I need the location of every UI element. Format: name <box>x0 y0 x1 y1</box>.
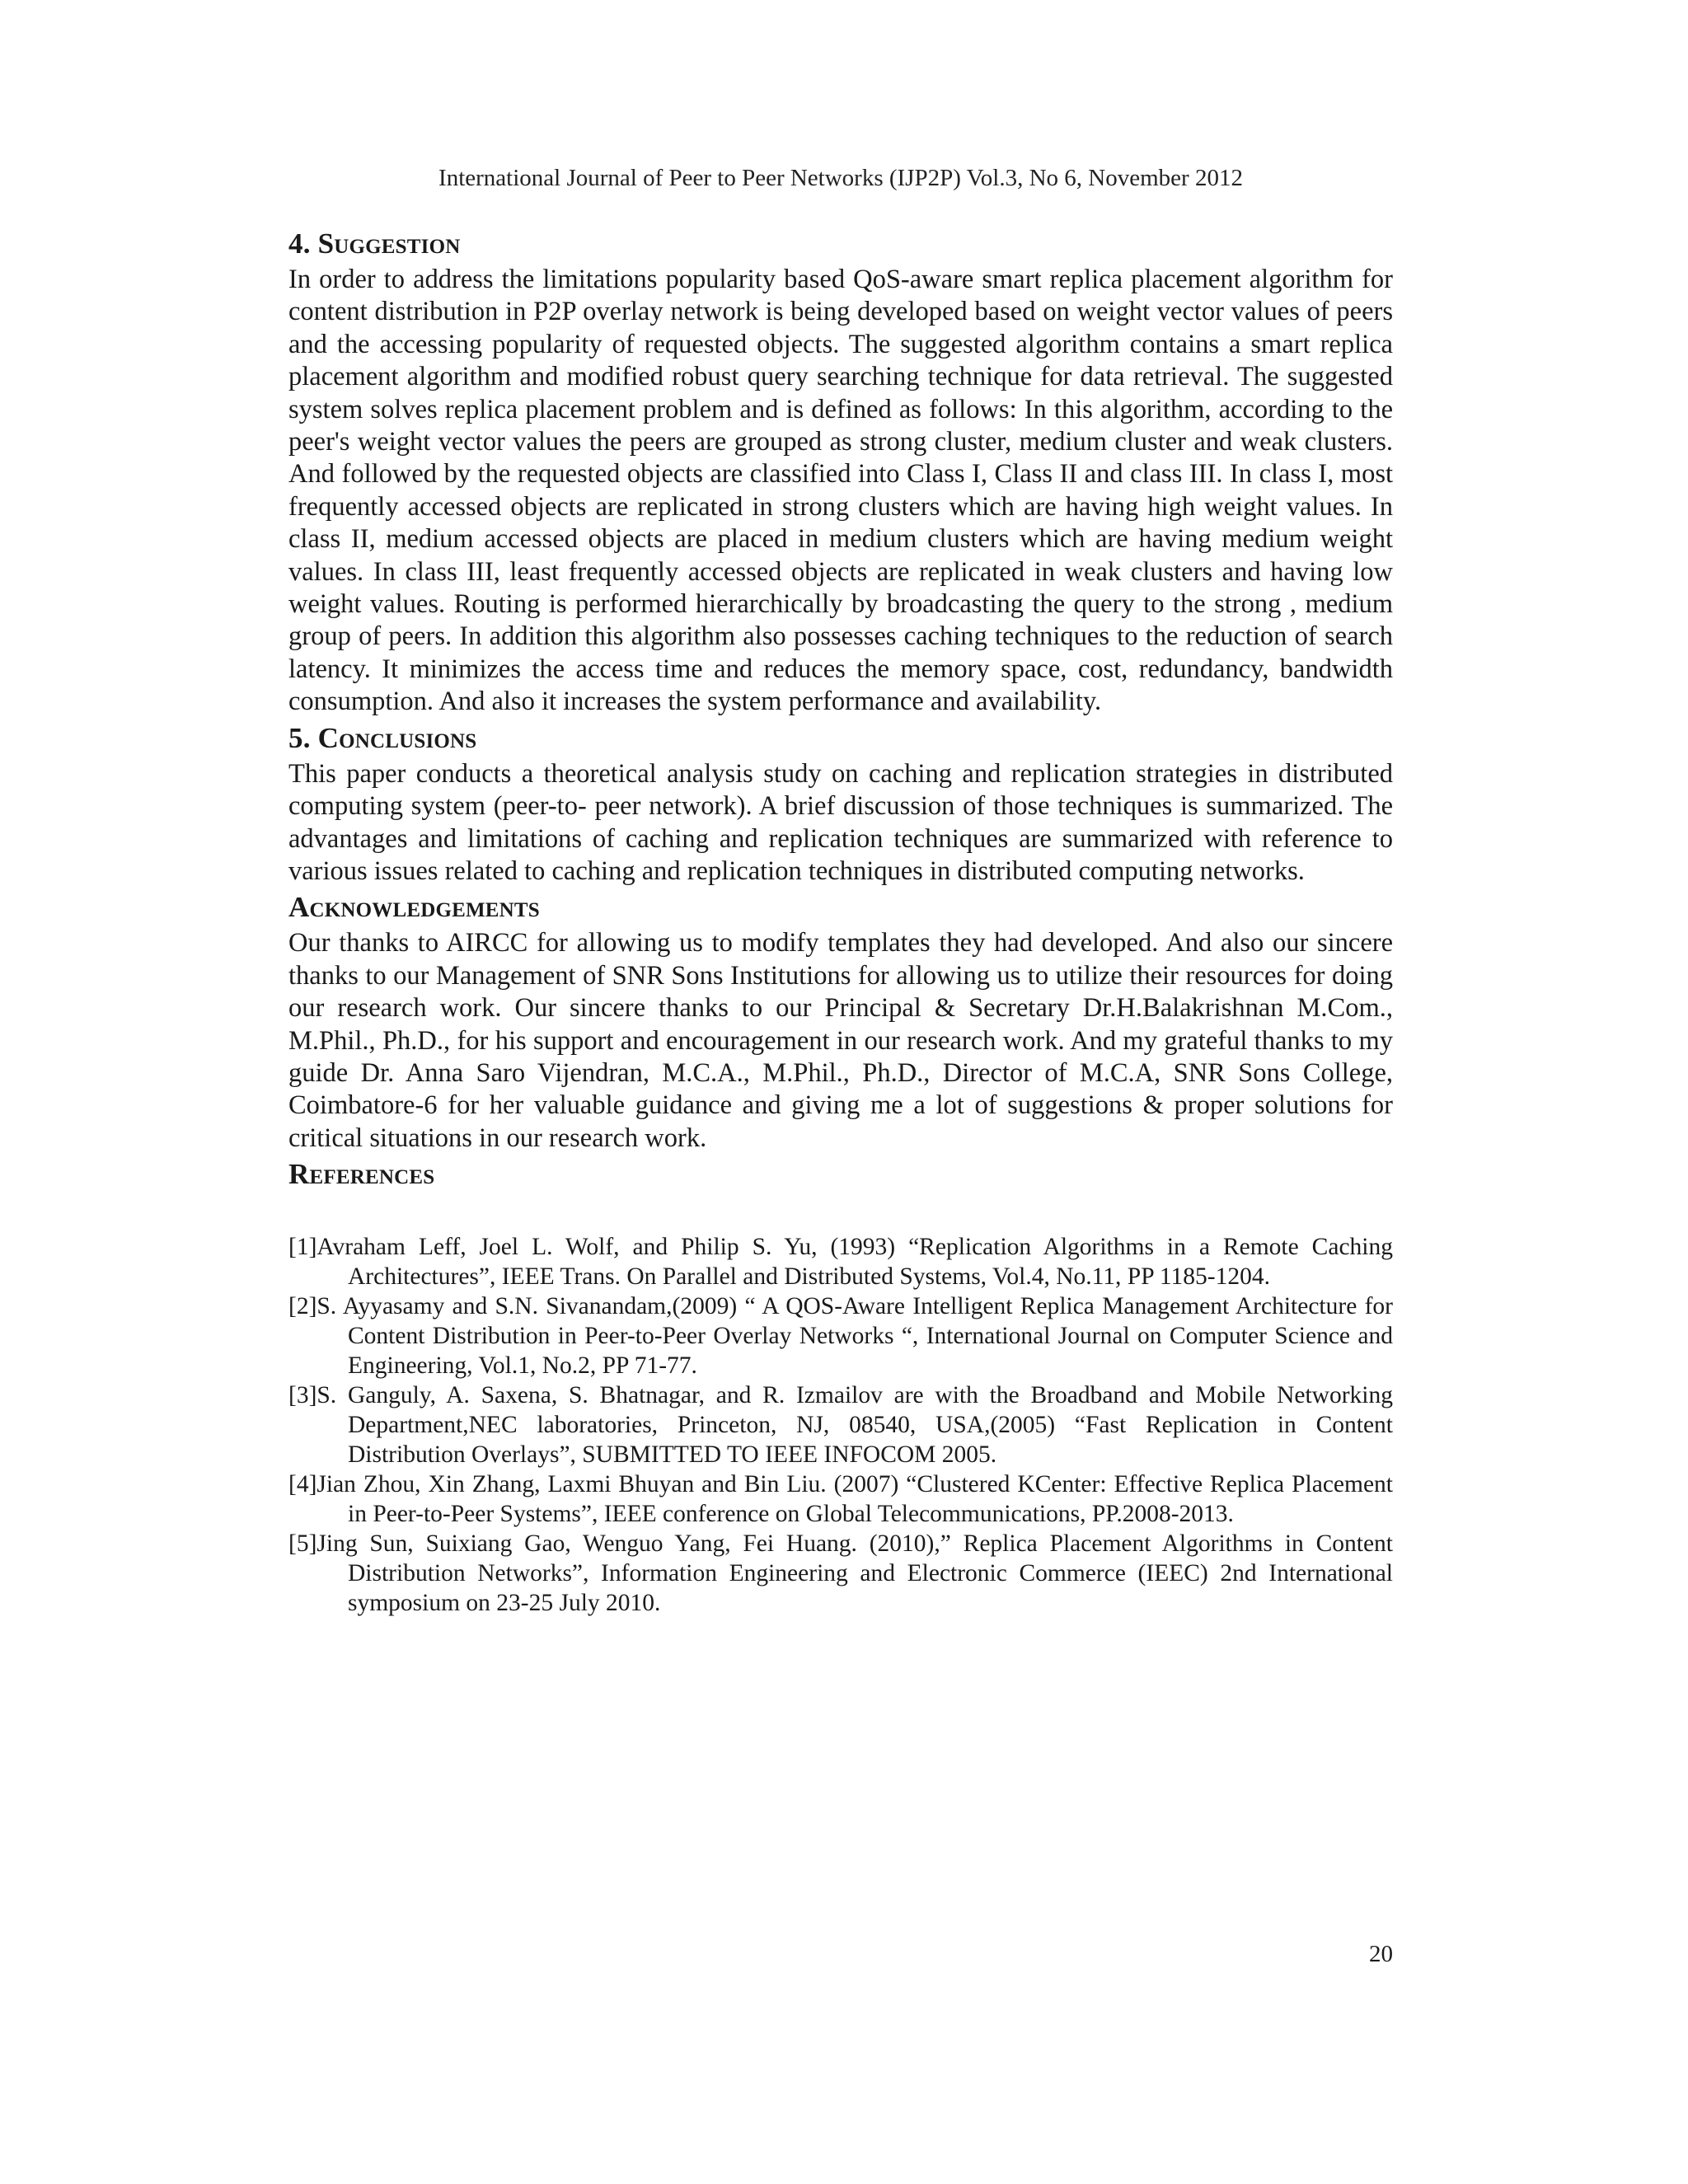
reference-item-1: [1]Avraham Leff, Joel L. Wolf, and Philip S. Yu, (1993) “Replication Algorithms in a Remote Caching Architectures”, IEEE Trans. On Parallel and Distributed Systems, Vol.4, No.11, PP 1185-1204. <box>288 1234 1393 1291</box>
section-heading-conclusions: 5. Conclusions <box>288 721 477 754</box>
section-heading-acknowledgements: Acknowledgements <box>288 891 540 924</box>
acknowledgements-paragraph: Our thanks to AIRCC for allowing us to modify templates they had developed. And also our sincere thanks to our Management of SNR Sons Institutions for allowing us to utilize their resources for doing our research work. Our sincere thanks to our Principal & Secretary Dr.H.Balakrishnan M.Com., M.Phil., Ph.D., for his support and encouragement in our research work. And my grateful thanks to my guide Dr. Anna Saro Vijendran, M.C.A., M.Phil., Ph.D., Director of M.C.A, SNR Sons College, Coimbatore-6 for her valuable guidance and giving me a lot of suggestions & proper solutions for critical situations in our research work. <box>288 928 1393 1153</box>
reference-item-3: [3]S. Ganguly, A. Saxena, S. Bhatnagar, and R. Izmailov are with the Broadband and Mobile Networking Department,NEC laboratories, Princeton, NJ, 08540, USA,(2005) “Fast Replication in Content Distribution Overlays”, SUBMITTED TO IEEE INFOCOM 2005. <box>288 1382 1393 1469</box>
suggestion-paragraph: In order to address the limitations popularity based QoS-aware smart replica placement algorithm for content distribution in P2P overlay network is being developed based on weight vector values of peers and the accessing popularity of requested objects. The suggested algorithm contains a smart replica placement algorithm and modified robust query searching technique for data retrieval. The suggested system solves replica placement problem and is defined as follows: In this algorithm, according to the peer's weight vector values the peers are grouped as strong cluster, medium cluster and weak clusters. And followed by the requested objects are classified into Class I, Class II and class III. In class I, most frequently accessed objects are replicated in strong clusters which are having high weight values. In class II, medium accessed objects are placed in medium clusters which are having medium weight values. In class III, least frequently accessed objects are replicated in weak clusters and having low weight values. Routing is performed hierarchically by broadcasting the query to the strong , medium group of peers. In addition this algorithm also possesses caching techniques to the reduction of search latency. It minimizes the access time and reduces the memory space, cost, redundancy, bandwidth consumption. And also it increases the system performance and availability. <box>288 265 1393 717</box>
running-header: International Journal of Peer to Peer Networks (IJP2P) Vol.3, No 6, November 2012 <box>438 165 1243 191</box>
page-content <box>288 224 1393 1618</box>
reference-item-2: [2]S. Ayyasamy and S.N. Sivanandam,(2009) “ A QOS-Aware Intelligent Replica Management Architecture for Content Distribution in Peer-to-Peer Overlay Networks “, International Journal on Computer Science and Engineering, Vol.1, No.2, PP 71-77. <box>288 1293 1393 1380</box>
section-heading-suggestion: 4. Suggestion <box>288 227 461 260</box>
page-number: 20 <box>1369 1941 1393 1967</box>
reference-list <box>288 1232 1393 1618</box>
section-heading-references: References <box>288 1158 435 1191</box>
reference-item-4: [4]Jian Zhou, Xin Zhang, Laxmi Bhuyan and Bin Liu. (2007) “Clustered KCenter: Effective Replica Placement in Peer-to-Peer Systems”, IEEE conference on Global Telecommunications, PP.2008-2013. <box>288 1471 1393 1528</box>
conclusions-paragraph: This paper conducts a theoretical analysis study on caching and replication strategies in distributed computing system (peer-to- peer network). A brief discussion of those techniques is summarized. The advantages and limitations of caching and replication techniques are summarized with reference to various issues related to caching and replication techniques in distributed computing networks. <box>288 758 1393 886</box>
reference-item-5: [5]Jing Sun, Suixiang Gao, Wenguo Yang, Fei Huang. (2010),” Replica Placement Algorithms in Content Distribution Networks”, Information Engineering and Electronic Commerce (IEEC) 2nd International symposium on 23-25 July 2010. <box>288 1530 1393 1617</box>
